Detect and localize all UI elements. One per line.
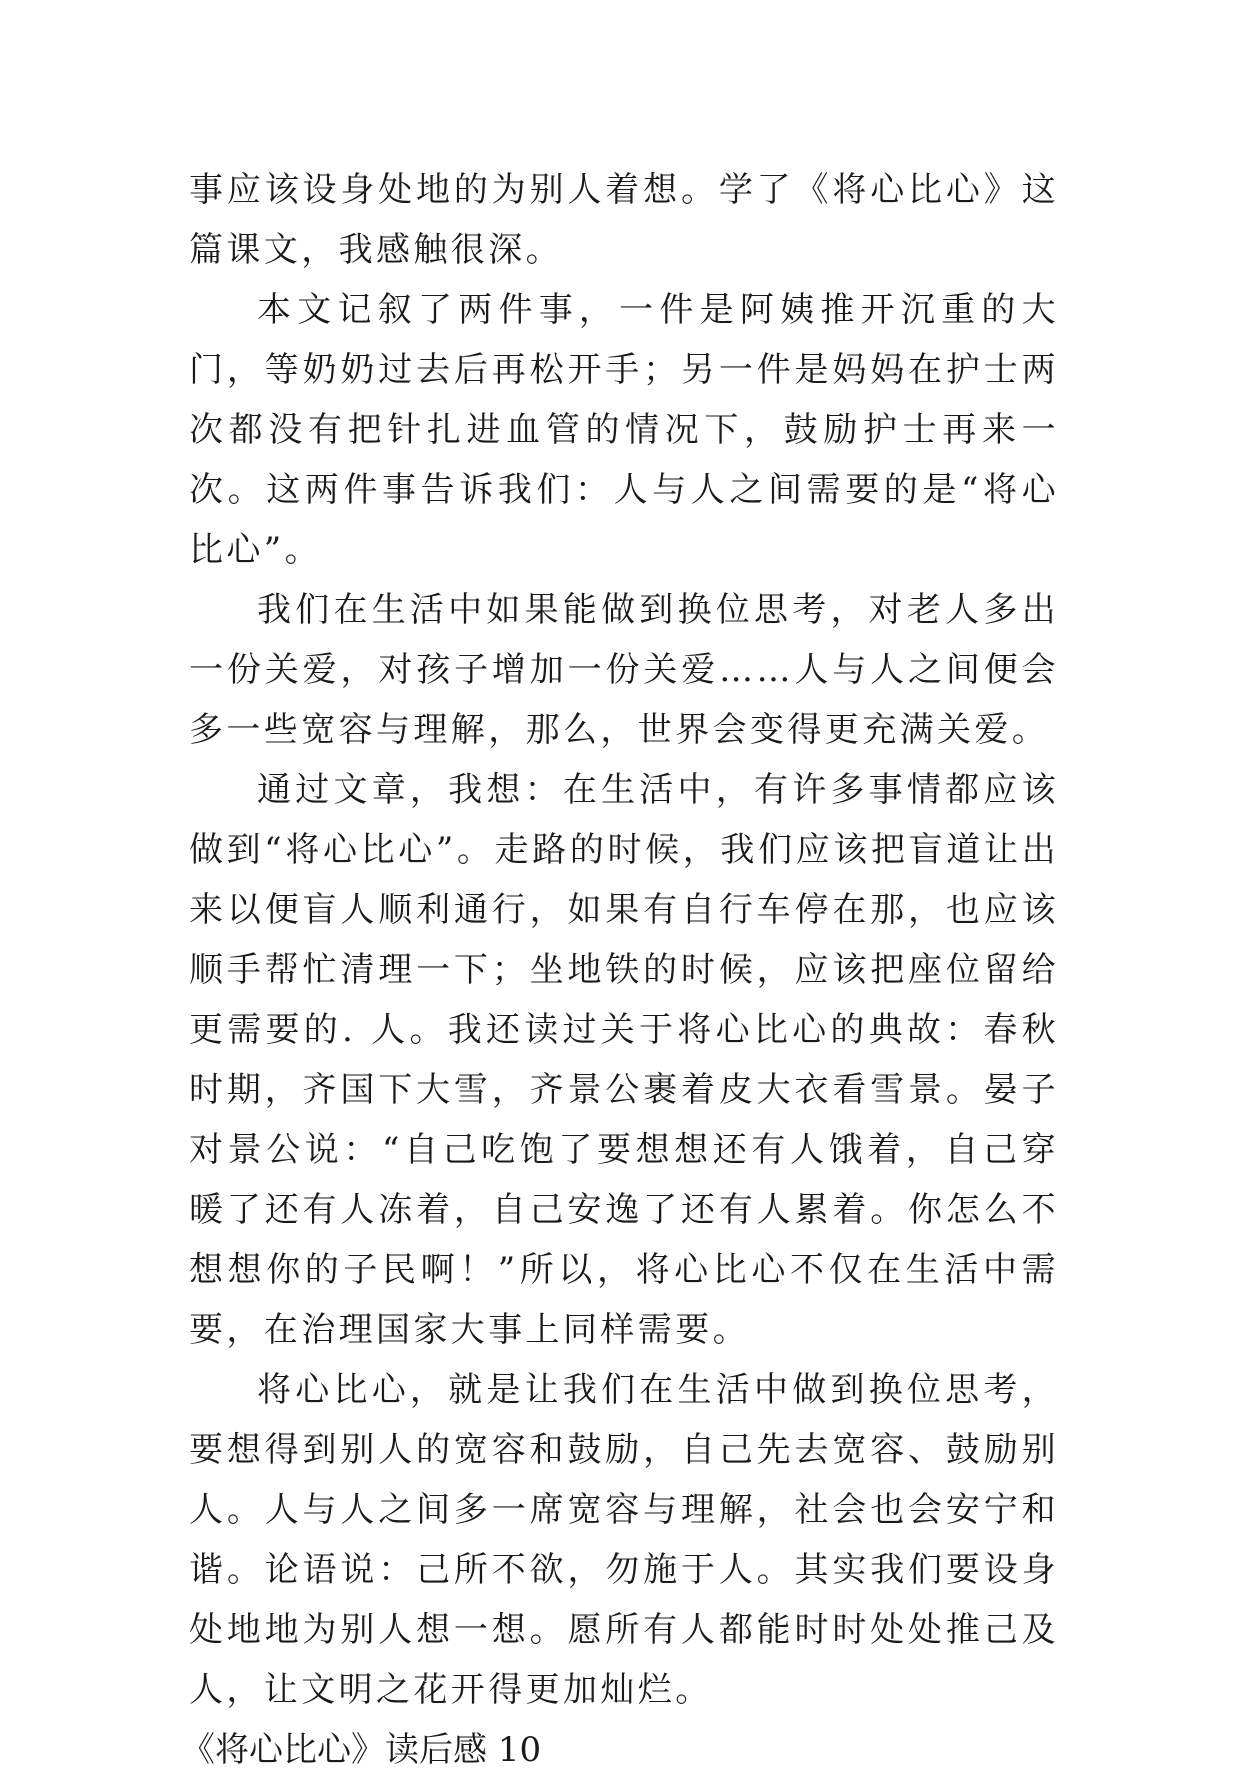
paragraph-5: 将心比心，就是让我们在生活中做到换位思考，要想得到别人的宽容和鼓励，自己先去宽容、鼓励别人。人与人之间多一席宽容与理解，社会也会安宁和谐。论语说：己所不欲，勿施于人。其实我们要设身处地地为别人想一想。愿所有人都能时时处处推己及人，让文明之花开得更加灿烂。 <box>189 1370 1059 1710</box>
paragraph-3: 我们在生活中如果能做到换位思考，对老人多出一份关爱，对孩子增加一份关爱……人与人之间便会多一些宽容与理解，那么，世界会变得更充满关爱。 <box>189 590 1059 750</box>
paragraph-4: 通过文章，我想：在生活中，有许多事情都应该做到“将心比心”。走路的时候，我们应该把盲道让出来以便盲人顺利通行，如果有自行车停在那，也应该顺手帮忙清理一下；坐地铁的时候，应该把座位留给更需要的. 人。我还读过关于将心比心的典故：春秋时期，齐国下大雪，齐景公裹着皮大衣看雪景。晏子对景公说：“自己吃饱了要想想还有人饿着，自己穿暖了还有人冻着，自己安逸了还有人累着。你怎么不想想你的子民啊！”所以，将心比心不仅在生活中需要，在治理国家大事上同样需要。 <box>189 770 1059 1350</box>
document-page <box>181 160 1059 1780</box>
paragraph-1: 事应该设身处地的为别人着想。学了《将心比心》这篇课文，我感触很深。 <box>189 170 1059 270</box>
paragraph-2: 本文记叙了两件事，一件是阿姨推开沉重的大门，等奶奶过去后再松开手；另一件是妈妈在护士两次都没有把针扎进血管的情况下，鼓励护士再来一次。这两件事告诉我们：人与人之间需要的是“将心比心”。 <box>189 290 1059 570</box>
section-title: 《将心比心》读后感 10 <box>181 1730 542 1770</box>
